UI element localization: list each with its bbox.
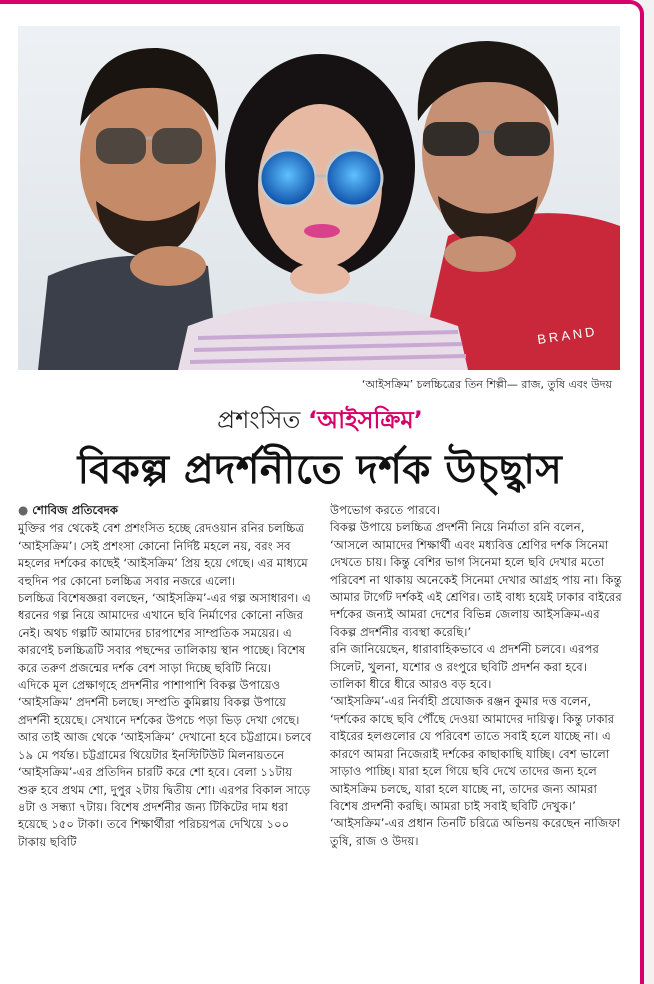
paragraph: চলচ্চিত্র বিশেষজ্ঞরা বলছেন, ‘আইসক্রিম’-এর গল্প অসাধারণ। এ ধরনের গল্প নিয়ে আমাদের এখানে ছবি নির্মাণের কোনো নজির নেই। অথচ গল্পটি আমাদের চারপাশের সাম্প্রতিক সময়ের। এ কারণেই চলচ্চিত্রটি সবার পছন্দের তালিকায় স্থান পাচ্ছে। বিশেষ করে তরুণ প্রজন্মের দর্শক বেশ সাড়া দিচ্ছে ছবিটি নিয়ে।: [18, 591, 311, 675]
paragraph: রনি জানিয়েছেন, ধারাবাহিকভাবে এ প্রদর্শনী চলবে। এরপর সিলেট, খুলনা, যশোর ও রংপুরে ছবিটি প্রদর্শন করা হবে। তালিকা ধীরে ধীরে আরও বড় হবে।: [330, 642, 599, 692]
paragraph: এদিকে মূল প্রেক্ষাগৃহে প্রদর্শনীর পাশাপাশি বিকল্প উপায়েও ‘আইসক্রিম’ প্রদর্শনী চলছে। সম্প্রতি কুমিল্লায় বিকল্প উপায়ে প্রদর্শনী হয়েছে। সেখানে দর্শকের উপচে পড়া ভিড় দেখা গেছে। আর তাই আজ থেকে ‘আইসক্রিম’ দেখানো হবে চট্টগ্রামে। চলবে ১৯ মে পর্যন্ত। চট্টগ্রামের থিয়েটার ইনস্টিটিউট মিলনায়তনে ‘আইসক্রিম’-এর প্রতিদিন চারটি করে শো হবে। বেলা ১১টায় শুরু হবে প্রথম শো, দুপুর ২টায় দ্বিতীয় শো। এরপর বিকাল সাড়ে ৪টা ও সন্ধ্যা ৭টায়। বিশেষ প্রদর্শনীর জন্য টিকিটের দাম ধরা হয়েছে ১৫০ টাকা। তবে শিক্ষার্থীরা পরিচয়পত্র দেখিয়ে ১০০ টাকায় ছবিটি: [18, 678, 312, 849]
kicker: [0, 402, 640, 442]
paragraph: উপভোগ করতে পারবে।: [330, 503, 441, 517]
headline: বিকল্প প্রদর্শনীতে দর্শক উচ্ছ্বাস: [77, 447, 563, 493]
kicker-film-title: ‘আইসক্রিম’: [308, 406, 423, 434]
kicker-prefix: প্রশংসিত: [217, 406, 301, 434]
paragraph: মুক্তির পর থেকেই বেশ প্রশংসিত হচ্ছে রেদওয়ান রনির চলচ্চিত্র ‘আইসক্রিম’। সেই প্রশংসা কোনো নির্দিষ্ট মহলে নয়, বরং সব মহলের দর্শকের কাছেই ‘আইসক্রিম’ প্রিয় হয়ে গেছে। এর মাধ্যমে বহুদিন পর কোনো চলচ্চিত্র সবার নজরে এলো।: [18, 521, 308, 588]
photo-caption: ‘আইসক্রিম’ চলচ্চিত্রের তিন শিল্পী— রাজ, তুষি এবং উদয়: [361, 378, 612, 391]
shirt-brand-text: BRAND: [536, 323, 599, 347]
article-column-left: [18, 502, 314, 851]
bullet-icon: ●: [18, 503, 33, 517]
paragraph: বিকল্প উপায়ে চলচ্চিত্র প্রদর্শনী নিয়ে নির্মাতা রনি বলেন, ‘আসলে আমাদের শিক্ষার্থী এবং মধ্যবিত্ত শ্রেণির দর্শক সিনেমা দেখতে চায়। কিন্তু বেশির ভাগ সিনেমা হলে ছবি দেখার মতো পরিবেশ না থাকায় অনেকেই সিনেমা দেখার আগ্রহ পায় না। কিন্তু আমার টার্গেট দর্শকই এই শ্রেণির। তাই বাধ্য হয়েই ঢাকার বাইরের দর্শকের জন্যই আমরা দেশের বিভিন্ন জেলায় আইসক্রিম-এর বিকল্প প্রদর্শনীর ব্যবস্থা করেছি।’: [330, 520, 622, 639]
reporter-name: শোবিজ প্রতিবেদক: [32, 503, 119, 517]
paragraph: ‘আইসক্রিম’-এর প্রধান তিনটি চরিত্রে অভিনয় করেছেন নাজিফা তুষি, রাজ ও উদয়।: [330, 816, 621, 848]
film-cast-photo: [18, 26, 620, 370]
article-column-right: [330, 502, 626, 850]
film-cast-illustration: [18, 26, 620, 370]
byline: [18, 502, 314, 519]
paragraph: ‘আইসক্রিম’-এর নির্বাহী প্রযোজক রঞ্জন কুমার দত্ত বলেন, ‘দর্শকের কাছে ছবি পৌঁছে দেওয়া আমাদের দায়িত্ব। কিন্তু ঢাকার বাইরের হলগুলোর যে পরিবেশ তাতে সবাই হলে যাচ্ছে না। এ কারণে আমরা নিজেরাই দর্শকের কাছাকাছি যাচ্ছি। বেশ ভালো সাড়াও পাচ্ছি। যারা হলে গিয়ে ছবি দেখে তাদের জন্য হলে আইসক্রিম চলছে, যারা হলে যাচ্ছে না, তাদের জন্য আমরা বিশেষ প্রদর্শনী করছি। আমরা চাই সবাই ছবিটি দেখুক।’: [330, 694, 615, 813]
